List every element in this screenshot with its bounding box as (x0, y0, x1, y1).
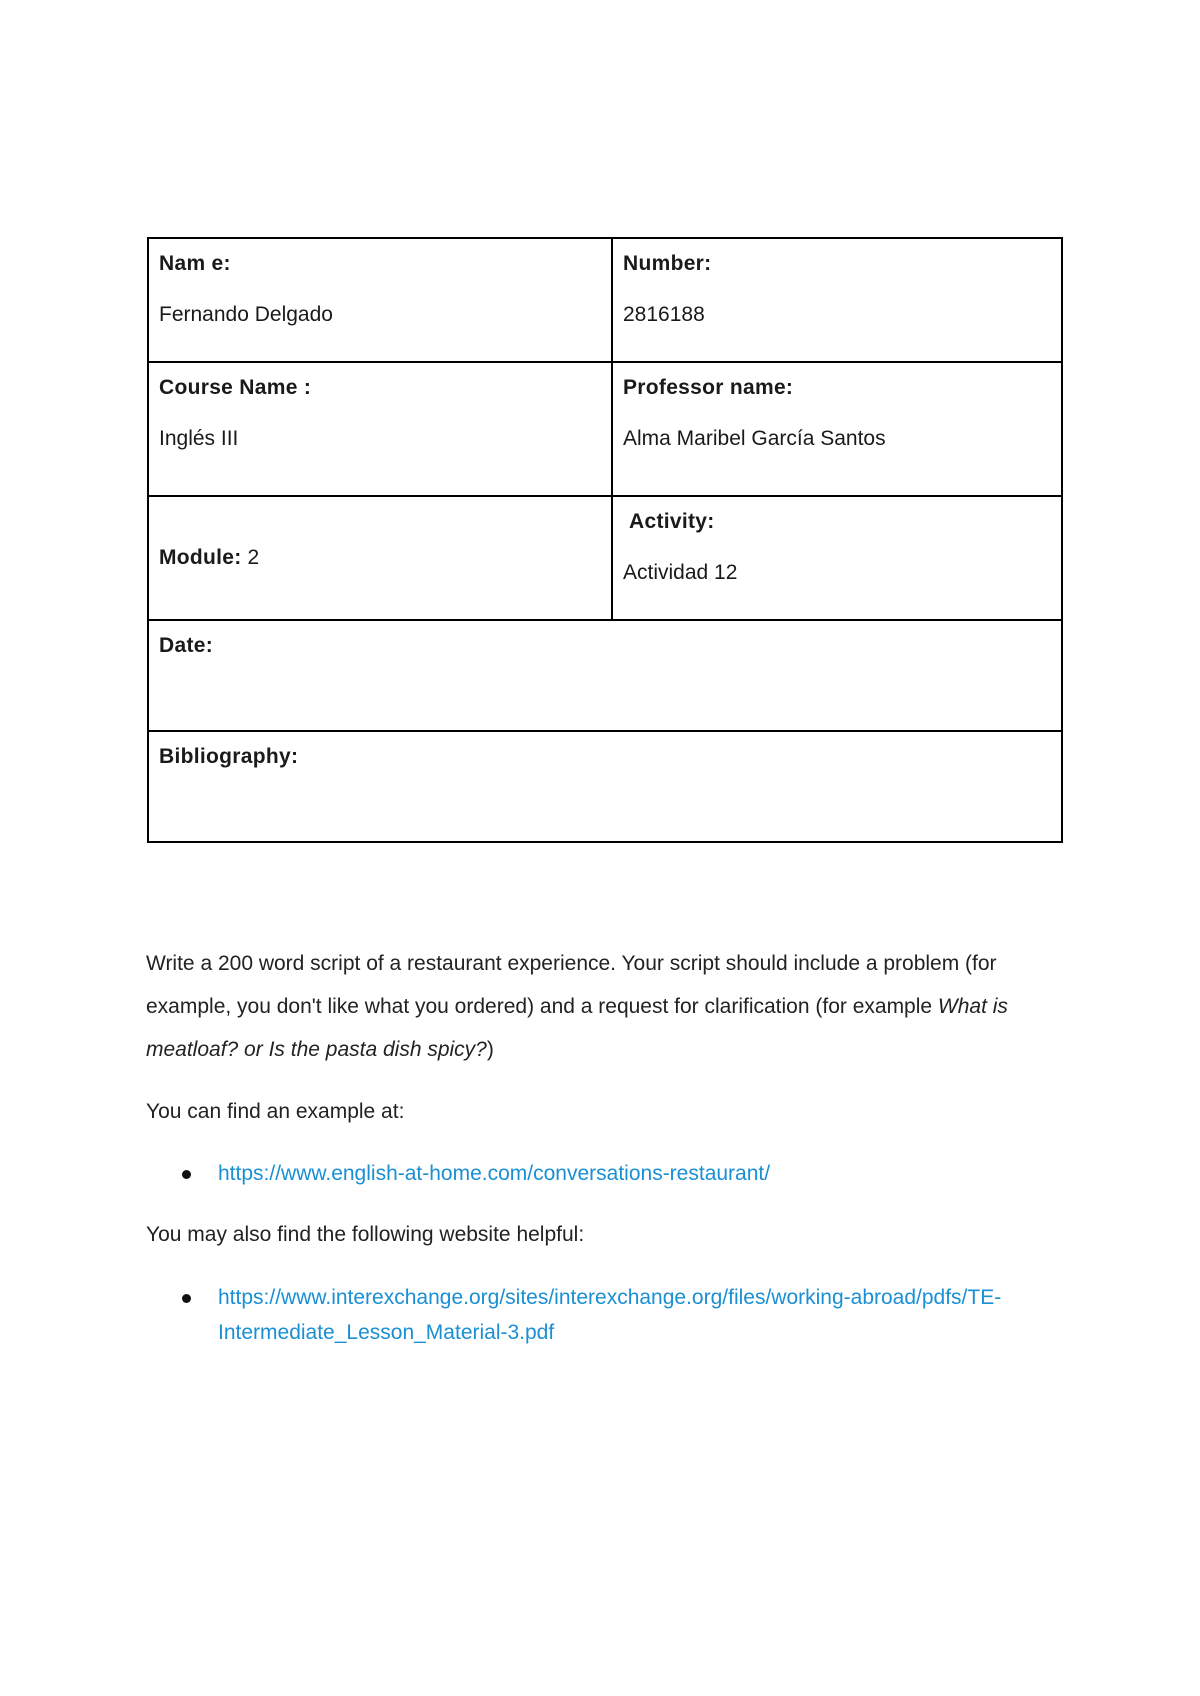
activity-cell (612, 496, 1062, 620)
example-intro-text: You can find an example at: (146, 1100, 405, 1123)
number-cell (612, 238, 1062, 362)
number-value: 2816188 (623, 303, 705, 327)
helpful-website-intro-text: You may also find the following website helpful: (146, 1223, 585, 1246)
course-label: Course Name : (159, 376, 312, 399)
instructions-text: Write a 200 word script of a restaurant experience. Your script should include a problem (for example, you don't like what you ordered) and a request for clarification (for example (146, 952, 997, 1018)
module-value: 2 (247, 546, 260, 570)
instructions-paragraph (146, 942, 1046, 1071)
bullet-icon (182, 1170, 191, 1179)
student-info-table (147, 237, 1063, 843)
list-item (218, 1156, 1058, 1191)
course-cell (148, 362, 612, 496)
professor-label: Professor name: (623, 376, 794, 399)
professor-value: Alma Maribel García Santos (623, 427, 886, 451)
module-cell (148, 496, 612, 620)
list-item (218, 1280, 1058, 1350)
helpful-website-link[interactable]: https://www.interexchange.org/sites/interexchange.org/files/working-abroad/pdfs/TE-Intermediate_Lesson_Material-3.pdf (218, 1286, 1002, 1344)
activity-label: Activity: (629, 510, 715, 533)
professor-cell (612, 362, 1062, 496)
number-label: Number: (623, 252, 712, 275)
bibliography-label: Bibliography: (159, 745, 299, 768)
bullet-icon (182, 1294, 191, 1303)
name-value: Fernando Delgado (159, 303, 333, 327)
activity-value: Actividad 12 (623, 561, 738, 585)
name-cell (148, 238, 612, 362)
module-label: Module: (159, 546, 242, 570)
instructions-example-questions: What is meatloaf? or Is the pasta dish spicy? (146, 995, 1008, 1061)
name-label: Nam e: (159, 252, 231, 275)
instructions-closing-paren: ) (486, 1038, 494, 1061)
course-value: Inglés III (159, 427, 239, 451)
date-label: Date: (159, 634, 214, 657)
date-cell (148, 620, 1062, 731)
example-link[interactable]: https://www.english-at-home.com/conversations-restaurant/ (218, 1162, 771, 1185)
bibliography-cell (148, 731, 1062, 842)
